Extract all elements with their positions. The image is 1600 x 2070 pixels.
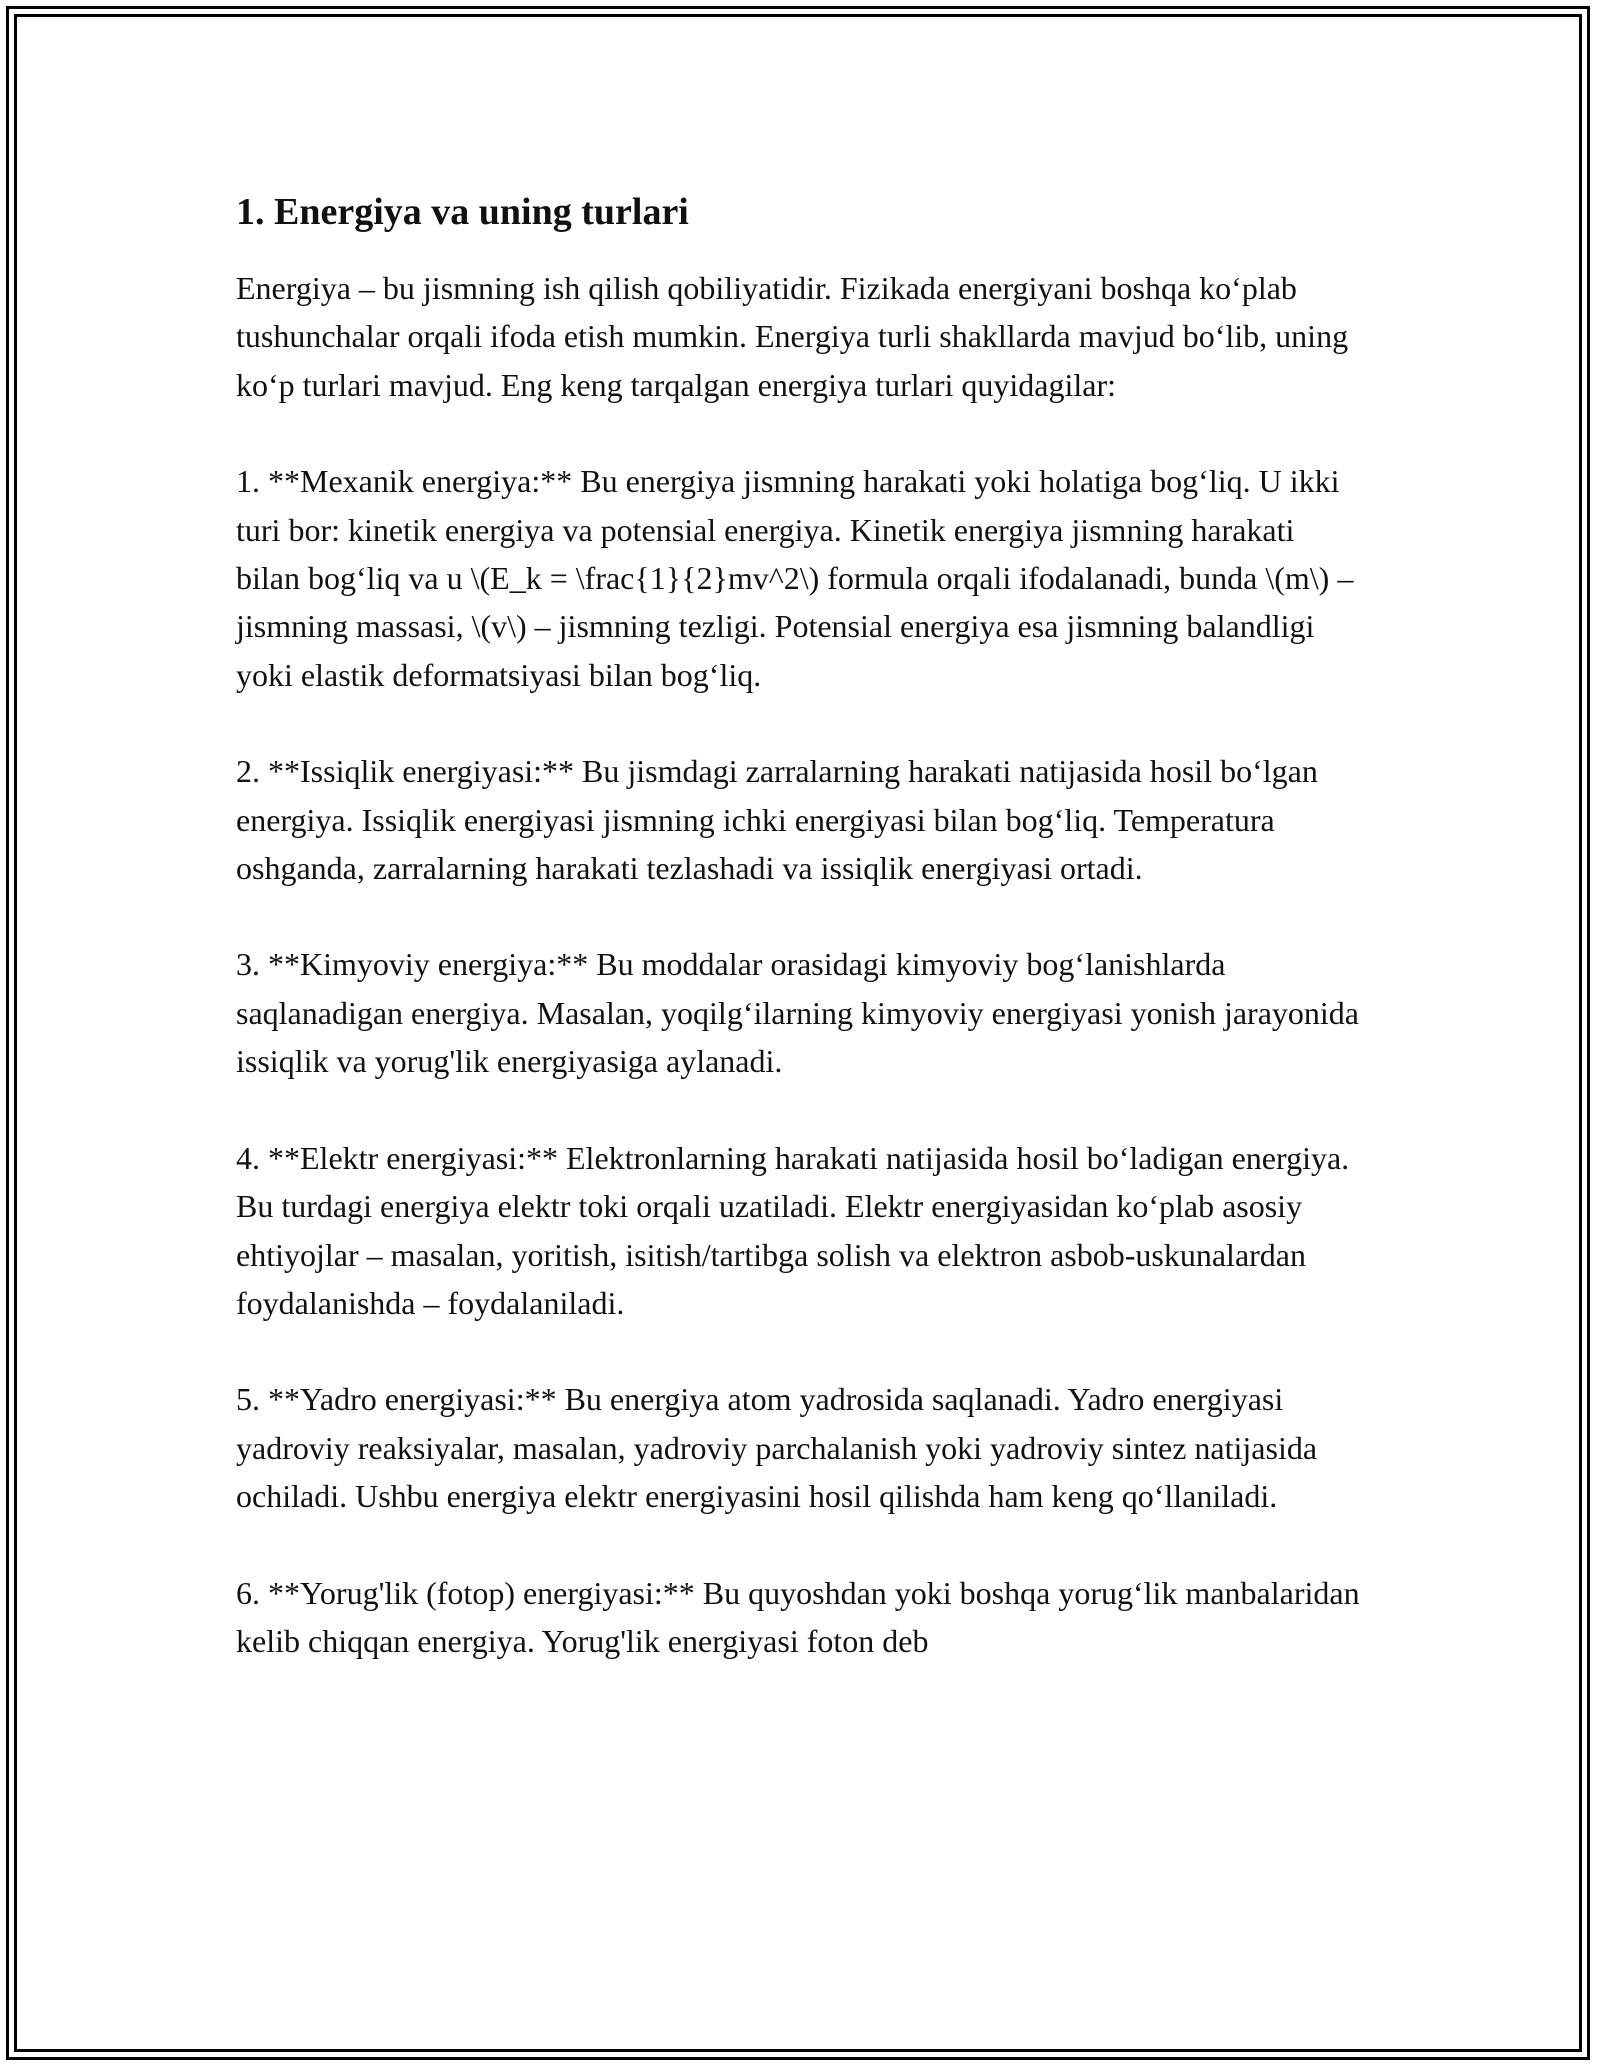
list-item-chemical-energy: 3. **Kimyoviy energiya:** Bu moddalar orasidagi kimyoviy bog‘lanishlarda saqlanadigan energiya. Masalan, yoqilg‘ilarning kimyoviy energiyasi yonish jarayonida issiqlik va yorug'lik energiyasiga aylanadi. bbox=[236, 946, 1359, 1080]
list-item-electric-energy: 4. **Elektr energiyasi:** Elektronlarning harakati natijasida hosil bo‘ladigan energiya. Bu turdagi energiya elektr toki orqali uzatiladi. Elektr energiyasidan ko‘plab asosiy ehtiyojlar – masalan, yoritish, isitish/tartibga solish va elektron asbob-uskunalardan foydalanishda – foydalaniladi. bbox=[236, 1139, 1350, 1321]
list-item-mechanical-energy: 1. **Mexanik energiya:** Bu energiya jismning harakati yoki holatiga bog‘liq. U ikki turi bor: kinetik energiya va potensial energiya. Kinetik energiya jismning harakati bilan bog‘liq va u \(E_k = \frac{1}{2}mv^2\) formula orqali ifodalanadi, bunda \(m\) – jismning massasi, \(v\) – jismning tezligi. Potensial energiya esa jismning balandligi yoki elastik deformatsiyasi bilan bog‘liq. bbox=[236, 463, 1354, 693]
list-item-nuclear-energy: 5. **Yadro energiyasi:** Bu energiya atom yadrosida saqlanadi. Yadro energiyasi yadroviy reaksiyalar, masalan, yadroviy parchalanish yoki yadroviy sintez natijasida ochiladi. Ushbu energiya elektr energiyasini hosil qilishda ham keng qo‘llaniladi. bbox=[236, 1381, 1318, 1515]
section-heading: 1. Energiya va uning turlari bbox=[236, 191, 689, 233]
intro-paragraph: Energiya – bu jismning ish qilish qobiliyatidir. Fizikada energiyani boshqa ko‘plab tushunchalar orqali ifoda etish mumkin. Energiya turli shakllarda mavjud bo‘lib, uning ko‘p turlari mavjud. Eng keng tarqalgan energiya turlari quyidagilar: bbox=[236, 270, 1349, 403]
list-item-light-energy: 6. **Yorug'lik (fotop) energiyasi:** Bu quyoshdan yoki boshqa yorug‘lik manbalaridan kelib chiqqan energiya. Yorug'lik energiyasi foton deb bbox=[236, 1574, 1360, 1659]
list-item-thermal-energy: 2. **Issiqlik energiyasi:** Bu jismdagi zarralarning harakati natijasida hosil bo‘lgan energiya. Issiqlik energiyasi jismning ichki energiyasi bilan bog‘liq. Temperatura oshganda, zarralarning harakati tezlashadi va issiqlik energiyasi ortadi. bbox=[236, 753, 1318, 887]
document-body bbox=[236, 188, 1366, 1665]
